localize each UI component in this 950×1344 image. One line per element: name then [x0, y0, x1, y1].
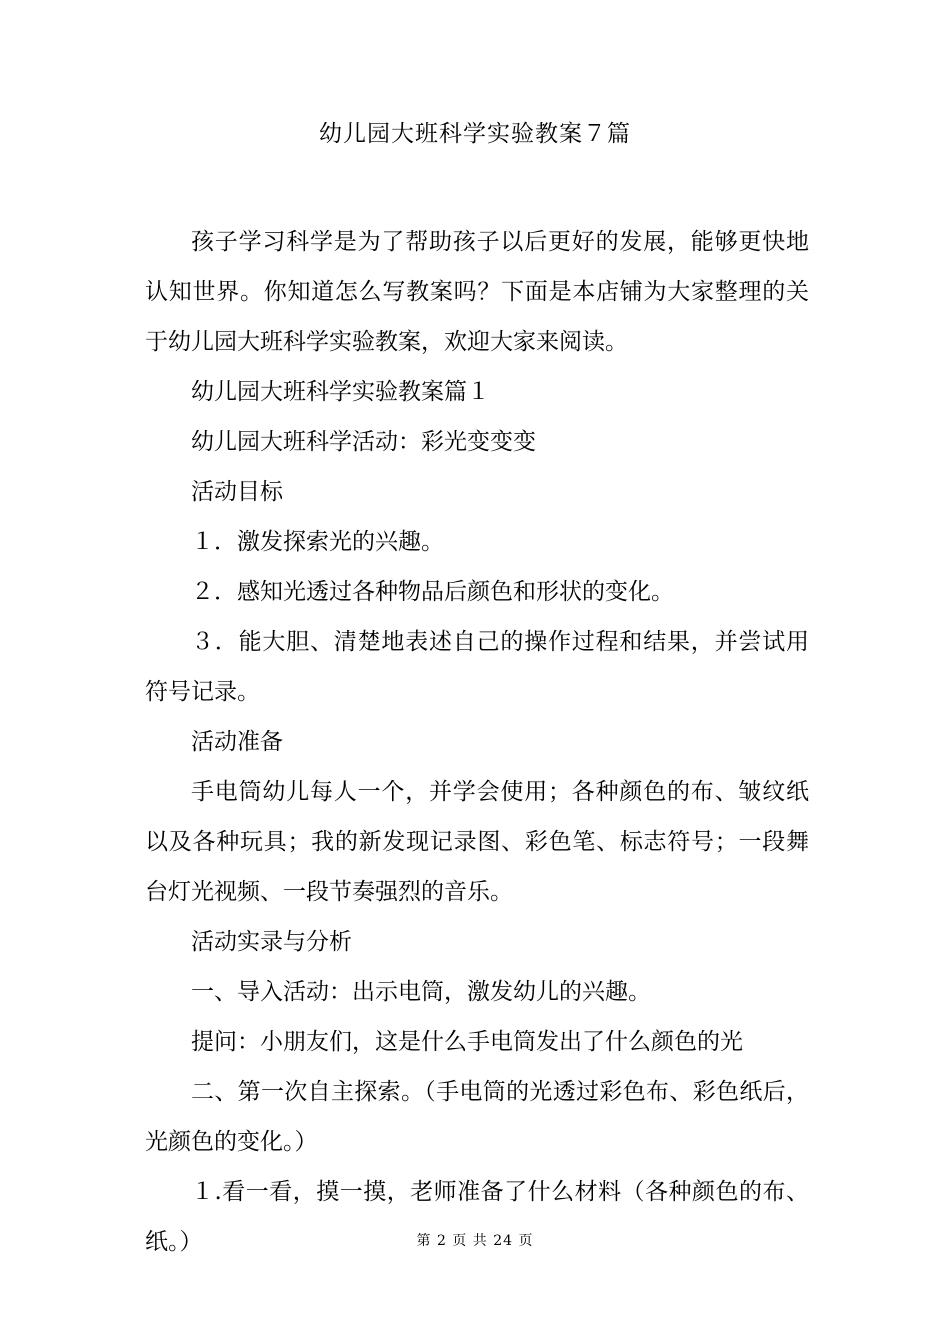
section-heading: 幼儿园大班科学实验教案篇１ [191, 379, 490, 405]
step-paragraph: １.看一看，摸一摸，老师准备了什么材料（各种颜色的布、纸。） [145, 1179, 809, 1255]
goal-item: ３．能大胆、清楚地表述自己的操作过程和结果，并尝试用符号记录。 [145, 629, 809, 705]
goal-item: １．激发探索光的兴趣。 [191, 529, 444, 555]
intro-paragraph: 孩子学习科学是为了帮助孩子以后更好的发展，能够更快地认知世界。你知道怎么写教案吗？下面是本店铺为大家整理的关于幼儿园大班科学实验教案，欢迎大家来阅读。 [145, 229, 809, 355]
record-heading: 活动实录与分析 [191, 929, 352, 955]
document-title: 幼儿园大班科学实验教案７篇 [319, 121, 631, 147]
page-footer: 第 2 页 共 24 页 [416, 1233, 534, 1249]
activity-title: 幼儿园大班科学活动：彩光变变变 [191, 429, 536, 455]
preparation-paragraph: 手电筒幼儿每人一个，并学会使用；各种颜色的布、皱纹纸以及各种玩具；我的新发现记录图、彩色笔、标志符号；一段舞台灯光视频、一段节奏强烈的音乐。 [145, 779, 809, 905]
step-paragraph: 一、导入活动：出示电筒，激发幼儿的兴趣。 [191, 979, 651, 1005]
document-body [145, 217, 809, 1267]
goal-item: ２．感知光透过各种物品后颜色和形状的变化。 [191, 579, 674, 605]
goals-heading: 活动目标 [191, 479, 283, 505]
question-paragraph: 提问：小朋友们，这是什么手电筒发出了什么颜色的光 [191, 1029, 743, 1055]
preparation-heading: 活动准备 [191, 729, 283, 755]
step-paragraph: 二、第一次自主探索。（手电筒的光透过彩色布、彩色纸后，光颜色的变化。） [145, 1079, 809, 1155]
